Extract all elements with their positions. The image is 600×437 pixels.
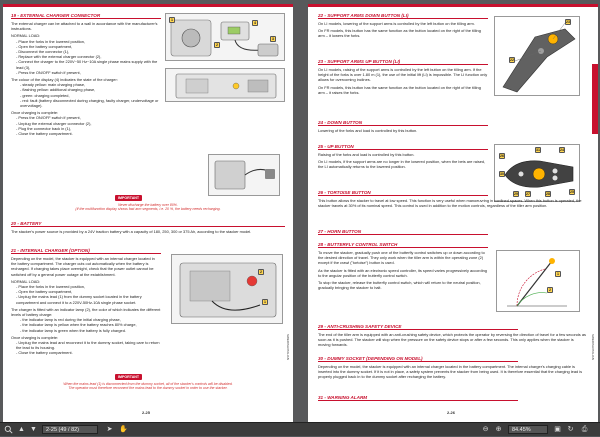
- callout-22: 22: [510, 58, 514, 62]
- document-page-right: [308, 4, 598, 422]
- mains-lead-warning-line-2: The operator must therefore reconnect the mains lead to the dummy socket in order to use the stacker.: [68, 386, 228, 391]
- page-side-text-right: SWEDISH/ITALIAN: [591, 334, 595, 360]
- internal-charger-figure: [171, 254, 283, 324]
- document-page-left: [3, 4, 293, 422]
- callout-3: 3: [270, 36, 276, 42]
- list-item: - Close the battery compartment.: [16, 350, 73, 356]
- battery-warning-line-1: Never discharge the battery over 80%.: [118, 203, 178, 207]
- section-19-after-steps: [11, 115, 159, 136]
- list-item: - Unplug the external charger connector (2),: [16, 120, 92, 126]
- section-21-steps: [11, 284, 161, 305]
- callout-2: 2: [258, 269, 264, 275]
- page-top-rule: [308, 4, 598, 7]
- section-21-intro: Depending on the model, the stacker is equipped with an internal charger located in the battery compartment. The charger cuts out automatically when the battery is recharged. If charging takes place overnight, check that the power outlet cannot be switched off by a general power outage at the establishment.: [11, 256, 155, 277]
- section-28-text-2: As the stacker is fitted with an electronic speed controller, its speed varies progressively according to the angular position of the butterfly control switch.: [318, 267, 487, 278]
- section-28-title: 28 - BUTTERFLY CONTROL SWITCH: [318, 242, 488, 248]
- zoom-out-icon[interactable]: ⊖: [482, 426, 489, 433]
- up-arrow-icon[interactable]: ▲: [18, 426, 25, 433]
- section-25-body: [318, 152, 488, 170]
- section-21-indicator-states: [11, 317, 161, 333]
- tiller-controls-illustration: [495, 145, 580, 202]
- operating-zone-illustration: [497, 251, 580, 312]
- section-24-title: 24 - DOWN BUTTON: [318, 120, 488, 126]
- callout-1: 1: [169, 17, 175, 23]
- callout-30: 30: [500, 172, 504, 176]
- section-29-title: 29 - ANTI-CRUSHING SAFETY DEVICE: [318, 324, 518, 330]
- battery-warning: [43, 203, 253, 212]
- section-31-title: 31 - WARNING ALARM: [318, 395, 518, 401]
- tiller-head-figure: [494, 16, 580, 96]
- list-item: - Disconnect the connector (1),: [16, 49, 70, 55]
- mains-lead-warning-line-1: When the mains lead (1) is disconnected from the dummy socket, all of the stacker's controls will be disabled.: [63, 382, 233, 386]
- list-item: - Close the battery compartment.: [16, 131, 73, 137]
- section-21-indicator-intro: The charger is fitted with an indicator lamp (2), the color of which indicates the different levels of battery charge:: [11, 306, 161, 318]
- section-30-body: Depending on the model, the stacker is equipped with an internal charger located in the battery compartment. The internal charger's charging cable is inserted into the dummy socket. If it is not in place, a safety system prevents the stacker from being used. It is therefore essential that the charging lead is properly plugged back in to the dummy socket after recharging the battery.: [318, 364, 583, 380]
- cursor-icon[interactable]: ➤: [106, 426, 113, 433]
- tiller-controls-figure: [494, 144, 580, 202]
- list-item: - Replace with the external charger connector (2),: [16, 54, 102, 60]
- list-item: - Place the forks in the lowered position,: [16, 284, 85, 290]
- callout-23: 23: [566, 20, 570, 24]
- section-28-text-1: To move the stacker, gradually push one of the butterfly control switches up or down according to the desired direction of travel. They only work when the tiller arm is within the operating zone (2) except if the crawl ("tortoise") button is used.: [318, 250, 485, 266]
- plug-figure: [208, 154, 280, 196]
- section-21-after-steps: [11, 340, 161, 356]
- callout-2: 2: [547, 287, 553, 293]
- callout-24: 24: [560, 148, 564, 152]
- charger-box-figure: [165, 68, 285, 102]
- zoom-level-field[interactable]: 84.45%: [508, 425, 548, 434]
- viewer-toolbar: [0, 422, 600, 436]
- rotate-icon[interactable]: ↻: [567, 426, 574, 433]
- section-21-normal-load: NORMAL LOAD:: [11, 278, 41, 284]
- section-19-title: 19 - EXTERNAL CHARGER CONNECTOR: [11, 13, 161, 19]
- callout-4: 4: [252, 20, 258, 26]
- section-19-once: Once charging is complete:: [11, 110, 59, 116]
- section-22-text-2: On FR models, this button has the same function as the button located on the right of the tilling arm – it lowers the forks.: [318, 28, 481, 39]
- section-19-normal-load: NORMAL LOAD:: [11, 33, 41, 39]
- section-30-title: 30 - DUMMY SOCKET (DEPENDING ON MODEL): [318, 356, 518, 362]
- section-22-title: 22 - SUPPORT ARMS DOWN BUTTON (LI): [318, 13, 488, 19]
- operating-zone-figure: [496, 250, 580, 312]
- list-item: - flashing yellow: additional charging phase,: [20, 87, 96, 93]
- list-item: - Place the forks in the lowered position,: [16, 38, 85, 44]
- section-21-once: Once charging is complete:: [11, 334, 59, 340]
- page-number-right: 2-26: [447, 410, 456, 415]
- list-item: - steady yellow: main charging phase,: [20, 82, 86, 88]
- mains-lead-warning: [28, 382, 268, 391]
- fit-icon[interactable]: ▣: [554, 426, 561, 433]
- list-item: - green: charging completed,: [20, 92, 70, 98]
- section-21-body: [11, 256, 161, 356]
- list-item: - Press the ON/OFF switch if present,: [16, 69, 81, 75]
- section-23-title: 23 - SUPPORT ARMS UP BUTTON (LI): [318, 59, 488, 65]
- section-19-body: [11, 21, 159, 136]
- section-19-intro: The external charger can be attached to a wall in accordance with the manufacturer's instructions.: [11, 21, 158, 32]
- section-19-steps: [11, 39, 159, 75]
- callout-26: 26: [500, 154, 504, 158]
- search-icon-glyph: [4, 425, 13, 434]
- page-side-text-left: SWEDISH/ITALIAN: [286, 334, 290, 360]
- section-28-text-3: To stop the stacker, release the butterfly control switch, which will return to the neutral position, gradually bringing the stacker to halt.: [318, 280, 481, 291]
- list-item: - Press the ON/OFF switch if present,: [16, 115, 81, 121]
- search-icon[interactable]: [3, 425, 14, 434]
- internal-charger-illustration: [172, 255, 283, 324]
- important-badge: IMPORTANT: [115, 195, 142, 201]
- list-item: - Connect the charger to the 220V~50 Hz~10A single phase mains supply with the lead (3),: [16, 59, 158, 70]
- section-23-text-1: On LI models, raising of the support arms is controlled by the left button on the tilling arm. If the height of the forks is over 1.80 m (1), the use of the initial lift (LI) is impossible. The LI function only allows for overcoming inclines.: [318, 67, 488, 83]
- section-27-title: 27 - HORN BUTTON: [318, 229, 488, 235]
- section-24-body: Lowering of the forks and load is controlled by this button.: [318, 128, 418, 133]
- list-item: - red: fault (battery disconnected during charging, faulty charger, undervoltage or overvoltage).: [20, 97, 159, 109]
- list-item: - the indicator lamp is red during the initial charging phase,: [20, 317, 121, 323]
- section-23-text-2: On FR models, this button has the same function as the button located on the right of the tilling arm – it raises the forks.: [318, 84, 481, 95]
- section-23-body: [318, 67, 488, 95]
- charger-connector-illustration: [166, 14, 285, 61]
- down-arrow-icon[interactable]: ▼: [30, 426, 37, 433]
- section-21-title: 21 - INTERNAL CHARGER (OPTION): [11, 248, 161, 254]
- section-25-text-2: On LI models, if the support arms are no longer in the lowered position, when the bets are raised, the LI automatically returns to the lowered position.: [318, 159, 486, 170]
- section-26-body: This button allows the stacker to travel at low speed. This function is very useful when manoeuvring in confined spaces. When this button is operated, the stacker travels at 30% of its nominal speed. This control is used in addition to the motion controls, regardless of the tiller arm position.: [318, 198, 582, 209]
- list-item: - the indicator lamp is yellow when the battery reaches 80% charge,: [20, 322, 137, 328]
- callout-25: 25: [570, 190, 574, 194]
- section-19-display-states: [11, 82, 159, 108]
- charger-box-illustration: [166, 69, 285, 102]
- callout-31: 31: [536, 148, 540, 152]
- section-22-body: [318, 21, 488, 39]
- section-25-text-1: Raising of the forks and load is controlled by this button.: [318, 152, 415, 157]
- section-29-body: The end of the tiller arm is equipped with an anti-crushing safety device, which protects the operator by reversing the direction of travel for a few seconds as soon as it is pushed. The stacker will stop when the pressure on the safety device stops or after a few seconds. This only applies when the stacker is moving forwards.: [318, 332, 586, 348]
- section-22-text-1: On LI models, lowering of the support arms is controlled by the left button on the tilling arm.: [318, 21, 475, 26]
- tiller-head-illustration: [495, 17, 580, 96]
- callout-27: 27: [526, 192, 530, 196]
- battery-warning-line-2: (If the multifunction display shows fast arm segments, i.e. 20 %, the battery needs recharging.: [75, 207, 221, 212]
- callout-28: 28: [546, 192, 550, 196]
- section-28-body: [318, 250, 490, 290]
- chapter-side-tab: [592, 64, 598, 134]
- callout-2: 2: [214, 42, 220, 48]
- zoom-in-icon[interactable]: ⊕: [495, 426, 502, 433]
- section-26-title: 26 - TORTOISE BUTTON: [318, 190, 488, 196]
- section-20-body: The stacker's power source is provided by a 24V traction battery with a capacity of 180, 250, 300 or 375 Ah, according to the stacker model.: [11, 229, 252, 234]
- list-item: - Unplug the mains lead and reconnect it to the dummy socket, taking care to return the lead to its housing.: [16, 340, 160, 351]
- list-item: - Unplug the mains lead (1) from the dummy socket located in the battery compartment and connect it to a 220V-50Hz-10A single phase socket.: [16, 294, 142, 305]
- page-number-field[interactable]: 2-25 (49 / 82): [42, 425, 98, 434]
- hand-icon[interactable]: ✋: [119, 426, 128, 433]
- charger-connector-figure: [165, 13, 285, 61]
- list-item: - Plug the connector back in (1),: [16, 125, 72, 131]
- section-20-title: 20 - BATTERY: [11, 221, 285, 227]
- list-item: - the indicator lamp is green when the battery is fully charged.: [20, 327, 126, 333]
- callout-29: 29: [514, 192, 518, 196]
- print-icon[interactable]: ⎙: [581, 426, 588, 433]
- callout-1: 1: [262, 299, 268, 305]
- page-top-rule: [3, 4, 293, 7]
- list-item: - Open the battery compartment,: [16, 43, 73, 49]
- section-25-title: 25 - UP BUTTON: [318, 144, 488, 150]
- important-badge: IMPORTANT: [115, 374, 142, 380]
- section-19-display-intro: The colour of the display (4) indicates the state of the charger:: [11, 77, 118, 83]
- page-number-left: 2-25: [142, 410, 151, 415]
- list-item: - Open the battery compartment,: [16, 289, 73, 295]
- callout-1: 1: [555, 271, 561, 277]
- plug-illustration: [209, 155, 280, 196]
